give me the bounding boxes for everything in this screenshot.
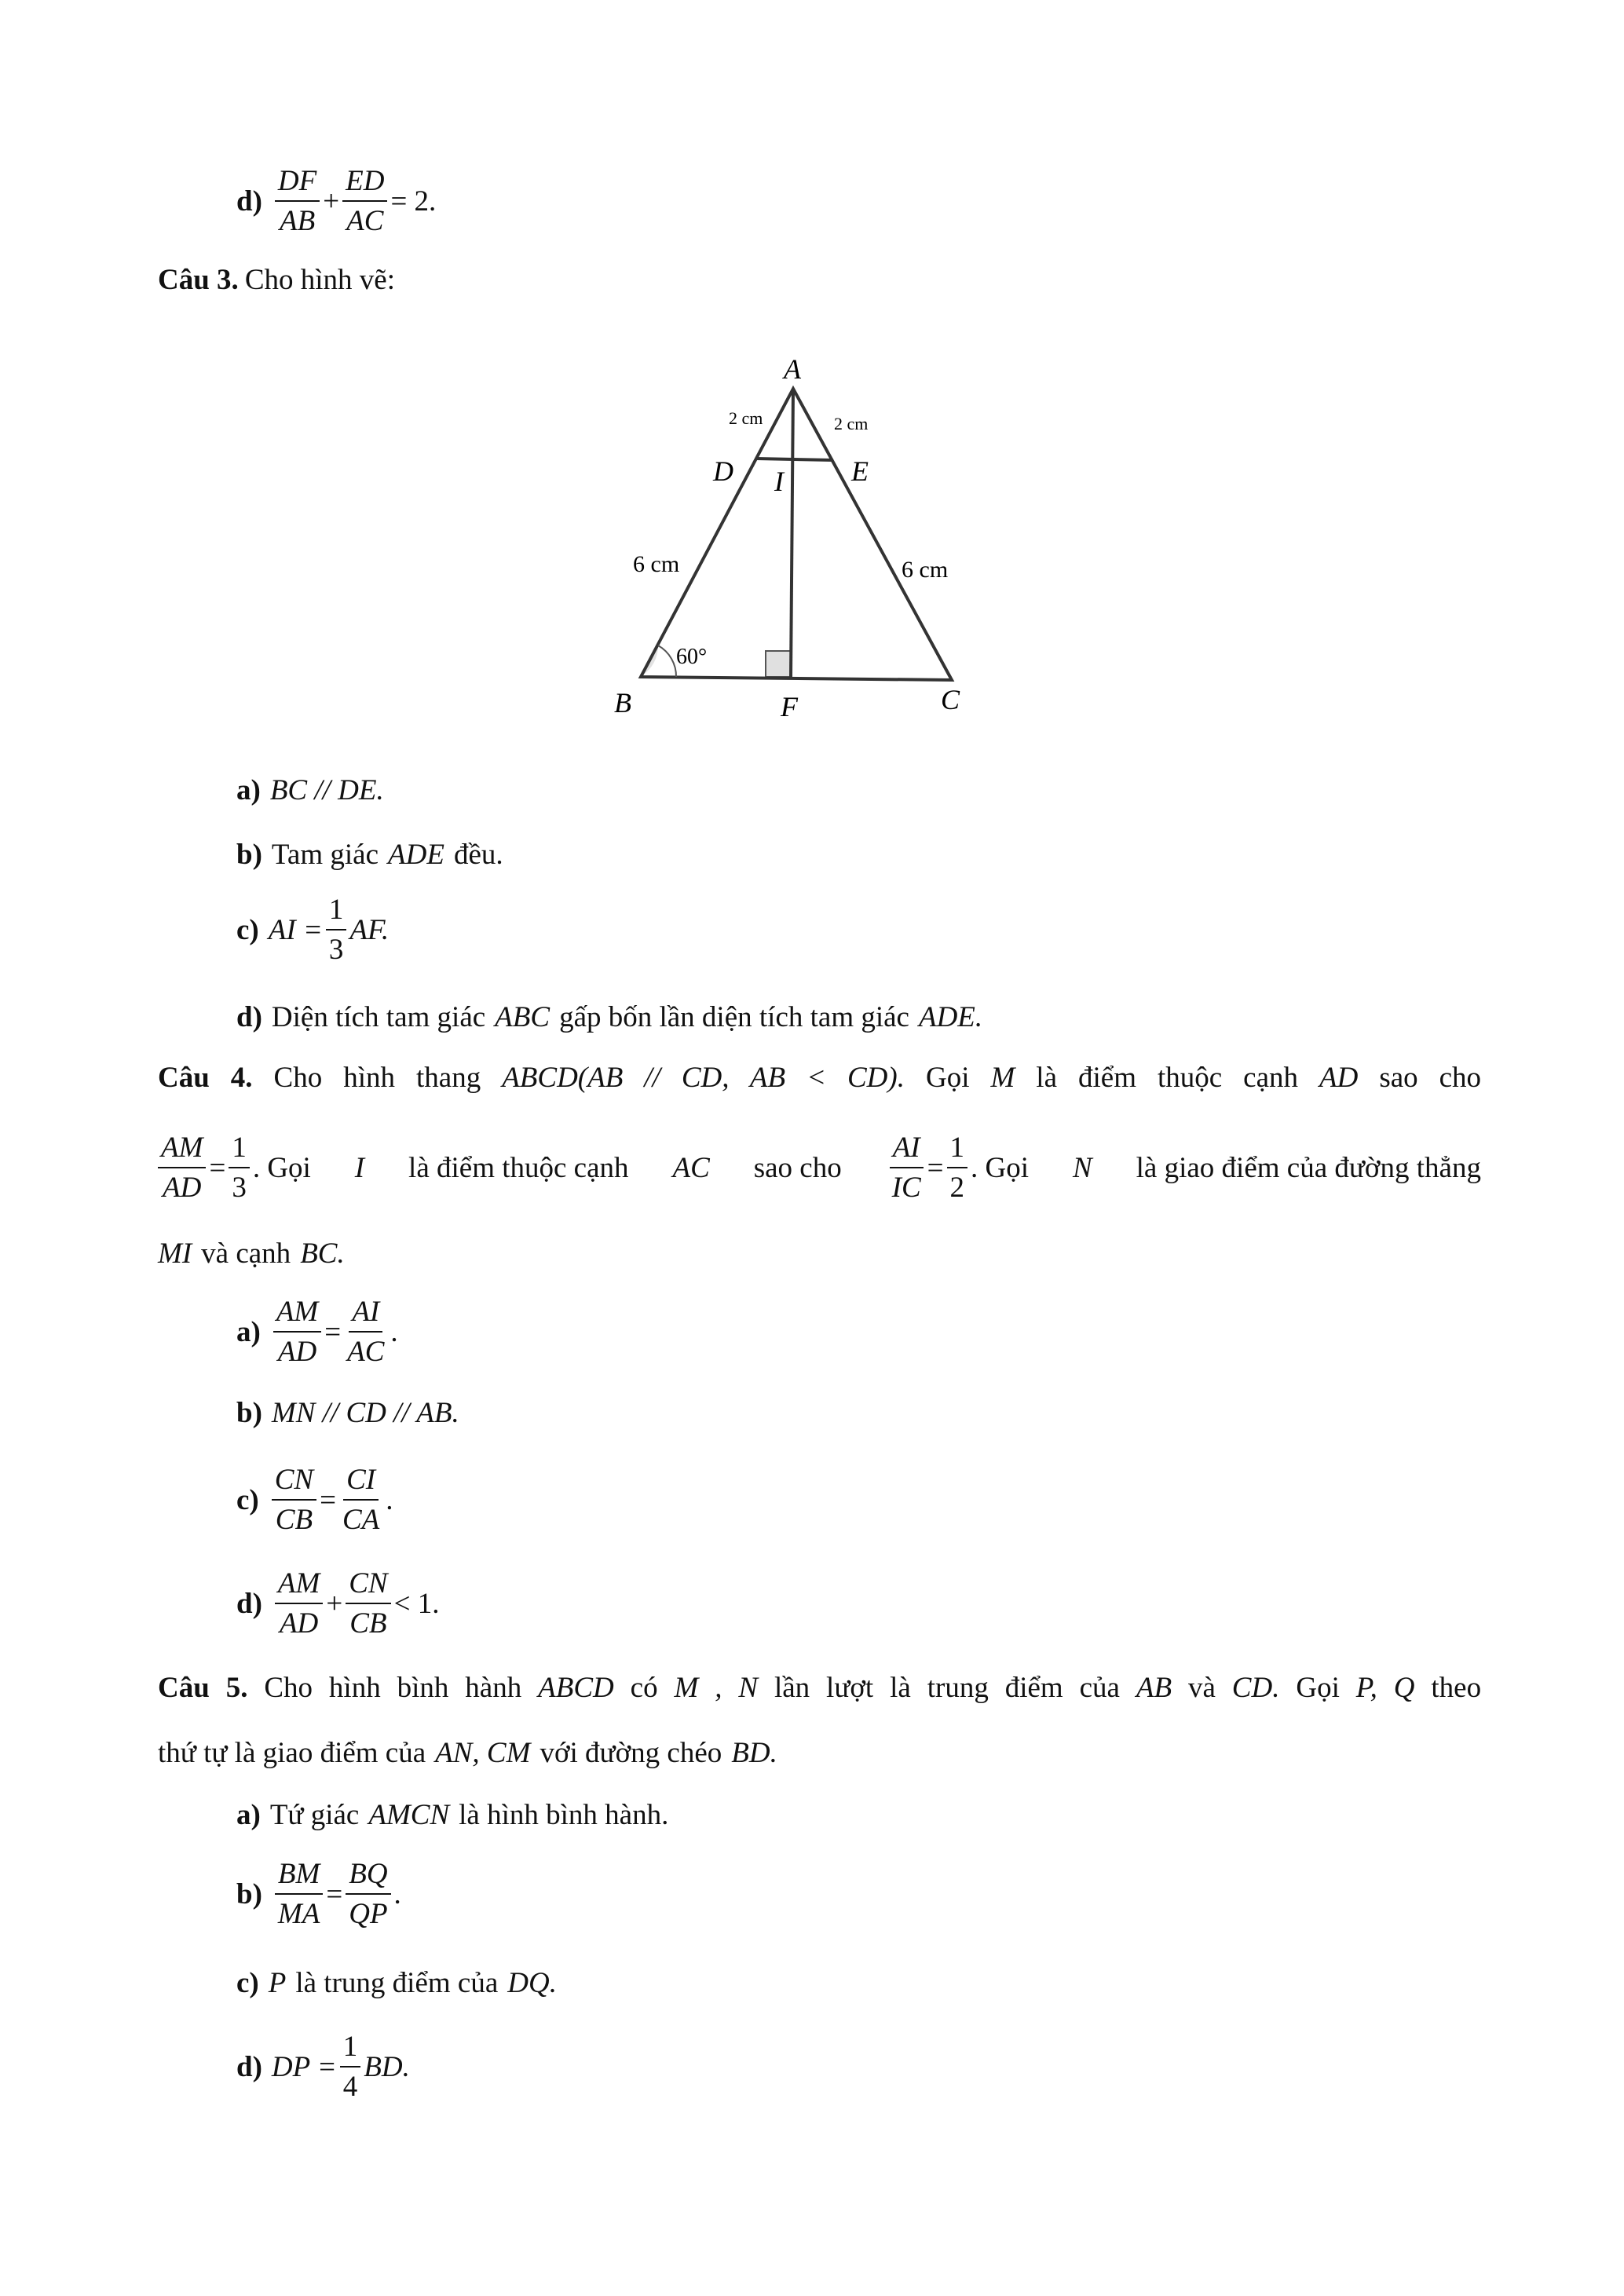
denominator: AC [346,205,384,237]
option-label: b) [236,1877,262,1910]
option-label: d) [236,185,262,218]
denominator: AC [347,1336,385,1368]
math-var: DQ. [507,1967,557,1999]
label-a: A [784,353,801,385]
option-label: c) [236,913,259,946]
denominator: IC [891,1172,921,1204]
math-var: M [990,1062,1015,1094]
math-var: AC [672,1151,710,1184]
fraction [158,1133,206,1202]
option-label: a) [236,1315,261,1348]
numerator: AI [349,1297,382,1333]
numerator: BM [275,1859,323,1895]
math-expr: ABCD(AB // CD, AB < CD). [502,1062,905,1094]
math-var: AMCN [368,1799,450,1831]
label-ec: 6 cm [902,557,949,583]
denominator: CB [349,1607,387,1640]
numerator: CI [343,1465,379,1501]
option-label: a) [236,1799,261,1831]
label-b: B [614,687,631,718]
fraction [229,1133,250,1202]
math-var: AN, CM [435,1737,531,1769]
q5-option-d [236,2032,410,2101]
label-ae: 2 cm [834,414,869,433]
math-var: BD. [731,1737,777,1769]
math-var: N [1073,1151,1092,1184]
triangle-figure [597,338,1037,730]
numerator: BQ [346,1859,390,1895]
denominator: AD [163,1172,202,1204]
question-number: Câu 3. [158,264,239,296]
equation-rest: = 2. [390,185,437,218]
denominator: CA [342,1504,380,1536]
math-var: AD [1319,1062,1359,1094]
option-label: d) [236,1001,262,1033]
question-text: là điểm thuộc cạnh [408,1151,629,1184]
numerator: 1 [229,1133,250,1168]
option-text: BC // DE. [269,774,384,806]
math-expr: AF. [349,913,390,946]
fraction [344,1297,387,1366]
math-var: M , N [674,1672,759,1704]
math-expr: BD. [364,2050,410,2083]
math-var: AB [1136,1672,1172,1704]
denominator: MA [277,1898,320,1930]
q3-heading [158,265,395,294]
question-text: Cho hình bình hành [264,1672,522,1704]
q5-option-c [236,1969,557,1998]
fraction [273,1297,321,1366]
option-text: Tam giác [271,839,379,871]
question-text: Cho hình thang [273,1062,481,1094]
right-angle-marker [766,651,791,677]
option-label: a) [236,774,261,806]
math-expr: AI = [268,913,323,946]
fraction [342,166,387,236]
q3-option-d [236,1003,982,1032]
q5-option-b: b) $\frac{BM}{MA}$ = $\frac{BQ}{QP}$ . [236,1858,401,1930]
math-expr: < 1. [393,1587,440,1620]
math-var: BC. [300,1238,345,1270]
denominator: AD [277,1336,317,1368]
operator: + [323,185,340,218]
q3-option-c [236,895,389,964]
denominator: AD [279,1607,319,1640]
q5-option-a [236,1801,668,1830]
q4-line-1 [158,1063,1481,1092]
option-label: c) [236,1967,259,1999]
option-text: gấp bốn lần diện tích tam giác [559,1001,909,1033]
fraction [889,1133,924,1202]
fraction [272,1465,316,1534]
question-text: và cạnh [201,1238,291,1270]
label-angle: 60° [676,645,708,669]
math-expr: DP = [271,2050,337,2083]
denominator: QP [349,1898,388,1930]
q4-line-2: $\frac{AM}{AD}$ = $\frac{1}{3}$ . Gọi I là điểm thuộc cạnh AC sao cho $\frac{AI}{IC}$ = $\frac{1}{2}$ . Gọi N là giao điểm của đường thẳng [158,1133,1481,1202]
fraction [346,1569,390,1638]
q4-option-d: d) $\frac{AM}{AD}$ + $\frac{CN}{CB}$ < 1. [236,1567,440,1640]
label-ad: 2 cm [729,408,763,428]
q5-line-2 [158,1738,777,1768]
label-d: D [713,455,733,487]
fraction [275,166,320,236]
fraction [339,1465,382,1534]
fraction [947,1133,968,1202]
question-text: thứ tự là giao điểm của [158,1737,426,1769]
question-text: sao cho [753,1151,842,1184]
option-label: b) [236,839,262,871]
question-text: Cho hình vẽ: [244,264,395,296]
q4-option-c: c) $\frac{CN}{CB}$ = $\frac{CI}{CA}$ . [236,1464,393,1536]
q4-line-3 [158,1239,345,1268]
math-var: ABC [495,1001,550,1033]
option-label: d) [236,2050,262,2083]
math-var: ADE. [918,1001,983,1033]
label-c: C [941,684,960,715]
fraction [346,1859,390,1929]
question-number: Câu 4. [158,1062,253,1094]
denominator: 4 [342,2071,358,2103]
fraction [275,1569,323,1638]
question-text: và [1187,1672,1216,1704]
option-label: d) [236,1587,262,1620]
question-text: là điểm thuộc cạnh [1036,1062,1298,1094]
math-var: MI [158,1238,192,1270]
question-text: . Gọi [971,1151,1030,1184]
numerator: AI [890,1133,924,1168]
q5-line-1 [158,1673,1481,1702]
question-number: Câu 5. [158,1672,248,1704]
denominator: 3 [328,934,344,966]
q4-option-a: a) $\frac{AM}{AD}$ = $\frac{AI}{AC}$ . [236,1296,398,1368]
math-var: ADE [388,839,444,871]
label-db: 6 cm [633,551,680,577]
question-text: Gọi [925,1062,970,1094]
math-var: P, Q [1355,1672,1415,1704]
label-f: F [781,691,798,722]
option-text: MN // CD // AB. [271,1397,459,1429]
numerator: 1 [340,2032,361,2067]
q3-option-b [236,840,503,869]
numerator: 1 [326,895,347,930]
question-text: . Gọi [252,1151,311,1184]
segment-de [756,459,833,460]
math-var: I [354,1151,365,1184]
option-text: Diện tích tam giác [271,1001,486,1033]
question-text: với đường chéo [540,1737,722,1769]
option-text: Tứ giác [269,1799,360,1831]
question-text: là giao điểm của đường thẳng [1136,1151,1481,1184]
option-label: b) [236,1397,262,1429]
numerator: DF [275,166,320,202]
numerator: AM [158,1133,206,1168]
q2-option-d [236,166,436,236]
numerator: CN [272,1465,316,1501]
option-text: là trung điểm của [295,1967,499,1999]
denominator: 2 [949,1172,965,1204]
denominator: 3 [232,1172,247,1204]
numerator: AM [275,1569,323,1604]
denominator: AB [279,205,316,237]
option-text: là hình bình hành. [459,1799,669,1831]
numerator: AM [273,1297,321,1333]
q4-option-b [236,1398,459,1428]
math-var: CD. [1231,1672,1280,1704]
numerator: ED [342,166,387,202]
question-text: theo [1431,1672,1482,1704]
label-i: I [774,466,784,497]
question-text: Gọi [1296,1672,1340,1704]
question-text: lần lượt là trung điểm của [774,1672,1120,1704]
question-text: có [630,1672,658,1704]
question-text: sao cho [1379,1062,1482,1094]
fraction [326,895,347,964]
q3-option-a [236,776,384,805]
math-var: ABCD [538,1672,614,1704]
numerator: CN [346,1569,390,1604]
option-text: đều. [453,839,503,871]
label-e: E [851,455,869,487]
numerator: 1 [947,1133,968,1168]
triangle-abc [641,389,952,680]
math-var: P [268,1967,287,1999]
denominator: CB [275,1504,313,1536]
option-label: c) [236,1483,259,1516]
fraction [340,2032,361,2101]
fraction [275,1859,323,1929]
segment-af [791,389,793,678]
